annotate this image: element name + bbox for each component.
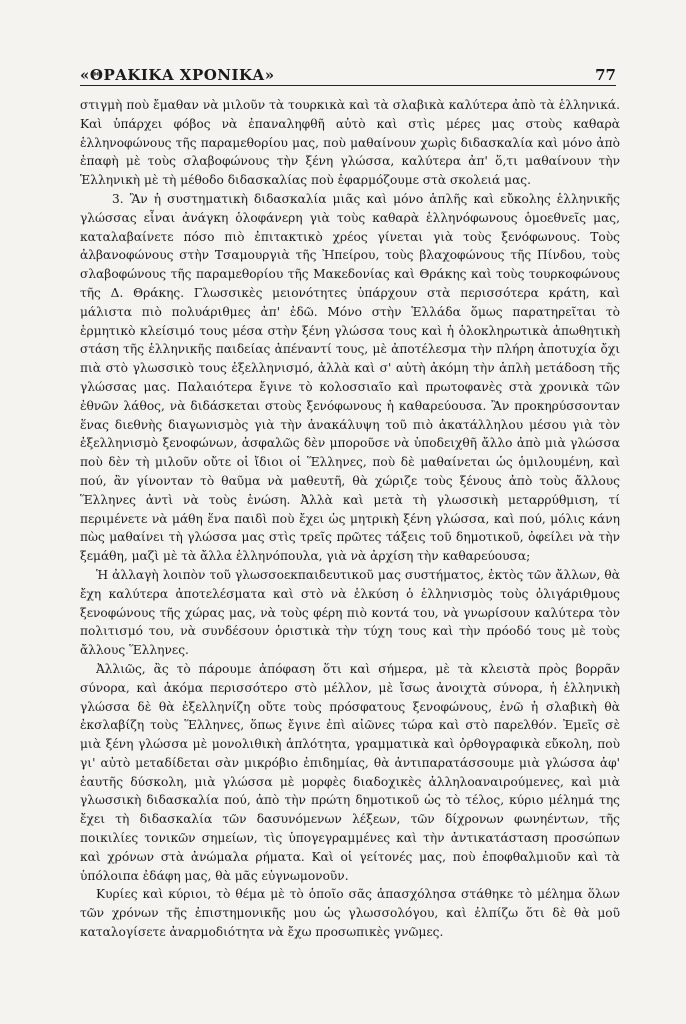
paragraph-5: Κυρίες καὶ κύριοι, τὸ θέμα μὲ τὸ ὁποῖο σᾶς ἀπασχόλησα στάθηκε τὸ μέλημα ὅλων τῶν χρόνων τῆς ἐπιστημονικῆς μου ὡς γλωσσολόγου, καὶ ἐλπίζω ὅτι δὲ θὰ μοῦ καταλογίσετε ἀναρμοδιότητα νὰ ἔχω προσωπικὲς γνῶμες. bbox=[80, 887, 620, 940]
page-number: 77 bbox=[595, 66, 616, 84]
body-text bbox=[80, 96, 620, 942]
paragraph-1: στιγμὴ ποὺ ἔμαθαν νὰ μιλοῦν τὰ τουρκικὰ καὶ τὰ σλαβικὰ καλύτερα ἀπὸ τὰ ἑλληνικά. Καὶ ὑπάρχει φόβος νὰ ἐπαναληφθῆ αὐτὸ καὶ στὶς μέρες μας στοὺς καθαρὰ ἑλληνοφώνους τῆς παραμεθορίου μας, ποὺ μαθαίνουν χωρὶς διδασκαλία καὶ μόνο ἀπὸ ἐπαφὴ μὲ τοὺς σλαβοφώνους τὴν ξένη γλώσσα, καλύτερα ἀπ' ὅ,τι μαθαίνουν τὴν Ἑλληνικὴ μὲ τὴ μέθοδο διδασκαλίας ποὺ ἐφαρμόζουμε στὰ σκολειά μας. bbox=[80, 98, 620, 188]
running-header bbox=[80, 58, 616, 84]
header-rule bbox=[80, 85, 616, 86]
journal-title: «ΘΡΑΚΙΚΑ ΧΡΟΝΙΚΑ» bbox=[80, 66, 275, 84]
paragraph-2: 3. Ἂν ἡ συστηματικὴ διδασκαλία μιᾶς καὶ μόνο ἁπλῆς καὶ εὔκολης ἑλληνικῆς γλώσσας εἶναι ἀνάγκη ὁλοφάνερη γιὰ τοὺς καθαρὰ ἑλληνόφωνους ὁμοεθνεῖς μας, καταλαβαίνετε πόσο πιὸ ἐπιτακτικὸ χρέος γίνεται γιὰ τοὺς ξενόφωνους. Τοὺς ἀλβανοφώνους στὴν Τσαμουργιὰ τῆς Ἠπείρου, τοὺς βλαχοφώνους τῆς Πίνδου, τοὺς σλαβοφώνους τῆς παραμεθορίου τῆς Μακεδονίας καὶ Θράκης καὶ τοὺς τουρκοφώνους τῆς Δ. Θράκης. Γλωσσικὲς μειονότητες ὑπάρχουν στὰ περισσότερα κράτη, καὶ μάλιστα πιὸ πολυάριθμες ἀπ' ἐδῶ. Μόνο στὴν Ἑλλάδα ὅμως παρατηρεῖται τὸ ἑρμητικὸ κλείσιμό τους μέσα στὴν ξένη γλώσσα τους καὶ ἡ ὁλοκληρωτικὰ ἀπωθητικὴ στάση τῆς ἑλληνικῆς παιδείας ἀπέναντί τους, μὲ ἀποτέλεσμα τὴν πλήρη ἀποτυχία ὄχι πιὰ στὸ γλωσσικὸ τους ἐξελληνισμό, ἀλλὰ καὶ σ' αὐτὴ ἀκόμη τὴν ἁπλὴ μετάδοση τῆς γλώσσας μας. Παλαιότερα ἔγινε τὸ κολοσσιαῖο καὶ πρωτοφανὲς στὰ χρονικὰ τῶν ἐθνῶν λάθος, νὰ διδάσκεται στοὺς ξενόφωνους ἡ καθαρεύουσα. Ἂν προκηρύσσονταν ἕνας διεθνὴς διαγωνισμὸς γιὰ τὴν ἀνακάλυψη τοῦ πιὸ ἀκατάλληλου μέσου γιὰ τὸν ἐξελληνισμὸ ξενοφώνων, ἀσφαλῶς δὲν μποροῦσε νὰ ὑποδειχθῆ ἄλλο ἀπὸ μιὰ γλώσσα ποὺ δὲν τὴ μιλοῦν οὔτε οἱ ἴδιοι οἱ Ἕλληνες, ποὺ δὲ μαθαίνεται ὡς ὁμιλουμένη, καὶ πού, ἂν γίνονταν τὸ θαῦμα νὰ μαθευτῆ, θὰ χώριζε τοὺς ξένους ἀπὸ τοὺς ἄλλους Ἕλληνες ἀντὶ νὰ τοὺς ἑνώση. Ἀλλὰ καὶ μετὰ τὴ γλωσσικὴ μεταρρύθμιση, τί περιμένετε νὰ μάθη ἕνα παιδὶ ποὺ ἔχει ὡς μητρικὴ ξένη γλώσσα, καὶ πού, μόλις κάνη πὼς μαθαίνει τὴ γλώσσα μας στὶς τρεῖς πρῶτες τάξεις τοῦ δημοτικοῦ, ὀφείλει νὰ τὴν ξεμάθη, μαζὶ μὲ τὰ ἄλλα ἑλληνόπουλα, γιὰ νὰ ἀρχίση τὴν καθαρεύουσα; bbox=[80, 191, 620, 564]
paragraph-3: Ἡ ἀλλαγὴ λοιπὸν τοῦ γλωσσοεκπαιδευτικοῦ μας συστήματος, ἐκτὸς τῶν ἄλλων, θὰ ἔχη καλύτερα ἀποτελέσματα καὶ στὸ νὰ ἑλκύση ὁ ἑλληνισμὸς τοὺς ὀλιγάριθμους ξενοφώνους τῆς χώρας μας, νὰ τοὺς φέρη πιὸ κοντά του, νὰ γνωρίσουν καλύτερα τὸν πολιτισμό του, νὰ συνδέσουν ὁριστικὰ τὴν τύχη τους καὶ τὴν πρόοδό τους μὲ τοὺς ἄλλους Ἕλληνες. bbox=[80, 567, 620, 658]
paragraph-4: Ἀλλιῶς, ἂς τὸ πάρουμε ἀπόφαση ὅτι καὶ σήμερα, μὲ τὰ κλειστὰ πρὸς βορρᾶν σύνορα, καὶ ἀκόμα περισσότερο στὸ μέλλον, μὲ ἴσως ἀνοιχτὰ σύνορα, ἡ ἑλληνικὴ γλώσσα δὲ θὰ ἐξελληνίζη οὔτε τοὺς πρόσφατους ξενοφώνους, ἐνῶ ἡ σλαβικὴ θὰ ἐκσλαβίζη τοὺς Ἕλληνες, ὅπως ἔγινε ἐπὶ αἰῶνες τώρα καὶ στὸ παρελθόν. Ἐμεῖς σὲ μιὰ ξένη γλώσσα μὲ μονολιθικὴ ἁπλότητα, γραμματικὰ καὶ ὀρθογραφικὰ εὔκολη, ποὺ γι' αὐτὸ μεταδίδεται σὰν μικρόβιο ἐπιδημίας, θὰ ἀντιπαρατάσσουμε μιὰ γλώσσα ἀφ' ἑαυτῆς δύσκολη, μιὰ γλώσσα μὲ μορφὲς διαδοχικὲς ἀλληλοαναιρούμενες, καὶ μιὰ γλωσσικὴ διδασκαλία πού, ἀπὸ τὴν πρώτη δημοτικοῦ ὡς τὸ τέλος, κύριο μέλημά της ἔχει τὴ διδασκαλία τῶν δασυνόμενων λέξεων, τῶν δίχρονων φωνηέντων, τῆς ποικιλίες τονικῶν σημείων, τὶς ὑπογεγραμμένες καὶ τὴν ἀντικατάσταση προσώπων καὶ χρόνων στὰ ἀνώμαλα ρήματα. Καὶ οἱ γείτονές μας, ποὺ ἐποφθαλμιοῦν καὶ τὰ ὑπόλοιπα ἐδάφη μας, θὰ μᾶς εὐγνωμονοῦν. bbox=[80, 661, 620, 883]
